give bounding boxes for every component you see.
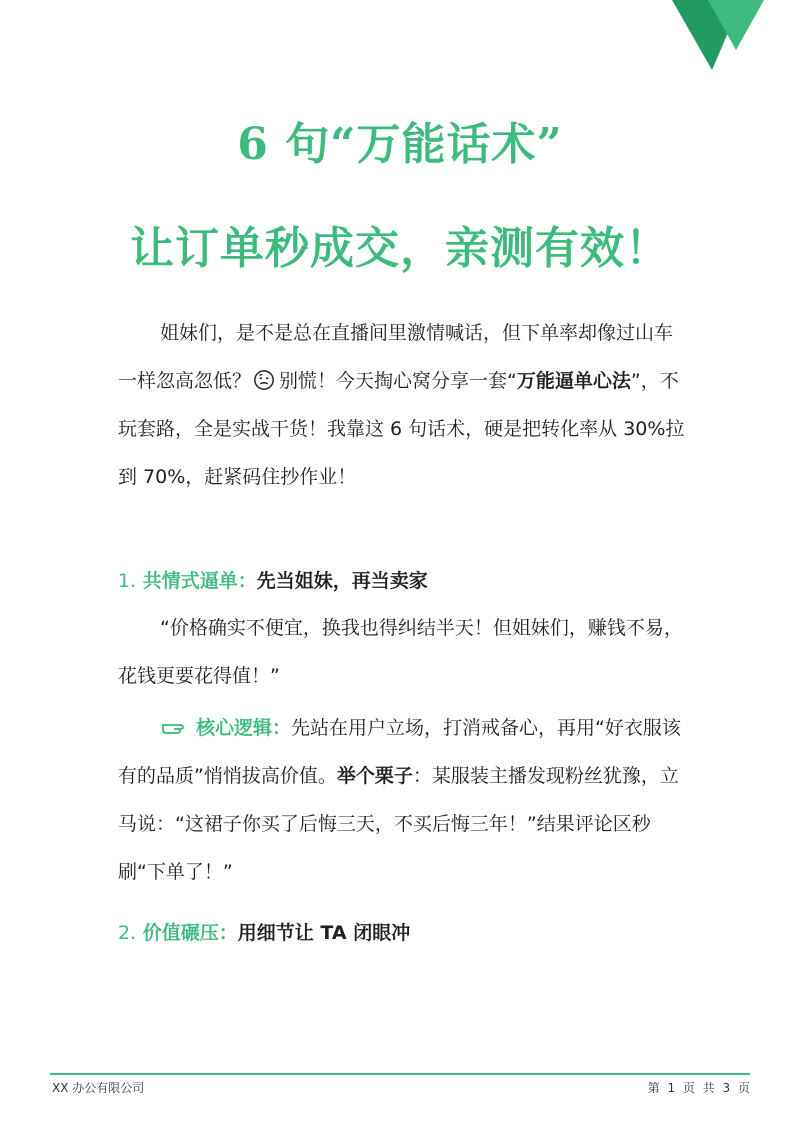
section-1-heading <box>118 566 428 593</box>
section-2-heading <box>118 918 410 945</box>
section-2-subtitle: 用细节让 TA 闭眼冲 <box>237 922 411 944</box>
pointing-hand-icon <box>160 717 188 737</box>
section-1-quote: “价格确实不便宜，换我也得纠结半天！但姐妹们，赚钱不易，花钱更要花得值！” <box>118 617 683 687</box>
section-2-number: 2. <box>118 922 137 944</box>
footer-divider <box>50 1073 750 1075</box>
example-text: ：某服装主播发现粉丝犹豫，立马说：“这裙子你买了后悔三天，不买后悔三年！”结果评论区秒刷“下单了！” <box>118 765 679 883</box>
section-1-number: 1. <box>118 570 137 592</box>
corner-triangle-decoration <box>672 0 764 70</box>
footer-page-info: 第 1 页 共 3 页 <box>647 1081 750 1095</box>
footer-company: XX 办公有限公司 <box>52 1081 145 1095</box>
intro-paragraph <box>118 309 690 501</box>
example-label: 举个栗子 <box>336 765 413 787</box>
intro-part-1: 姐妹们，是不是总在直播间里激情喊话，但下单率却像过山车一样忽高忽低？ <box>118 322 674 392</box>
intro-part-2: 别慌！今天掏心窝分享一套“ <box>279 370 517 392</box>
thinking-face-icon <box>253 369 275 391</box>
intro-bold-term: 万能逼单心法 <box>516 370 631 392</box>
title-line-2: 让订单秒成交，亲测有效！ <box>130 223 670 274</box>
logic-label: 核心逻辑： <box>196 717 292 739</box>
logic-text: 先站在用户立场，打消戒备心，再用“好衣服该有的品质”悄悄拔高价值。 <box>118 717 681 787</box>
intro-part-3: ”，不玩套路，全是实战干货！我靠这 6 句话术，硬是把转化率从 30%拉到 70%，赶紧码住抄作业！ <box>118 370 685 488</box>
section-1-subtitle: 先当姐妹，再当卖家 <box>256 570 428 592</box>
title-line-1: 6 句“万能话术” <box>237 119 563 170</box>
section-1-logic <box>118 704 690 896</box>
section-2-label: 价值碾压： <box>142 922 238 944</box>
section-1-label: 共情式逼单： <box>142 570 257 592</box>
